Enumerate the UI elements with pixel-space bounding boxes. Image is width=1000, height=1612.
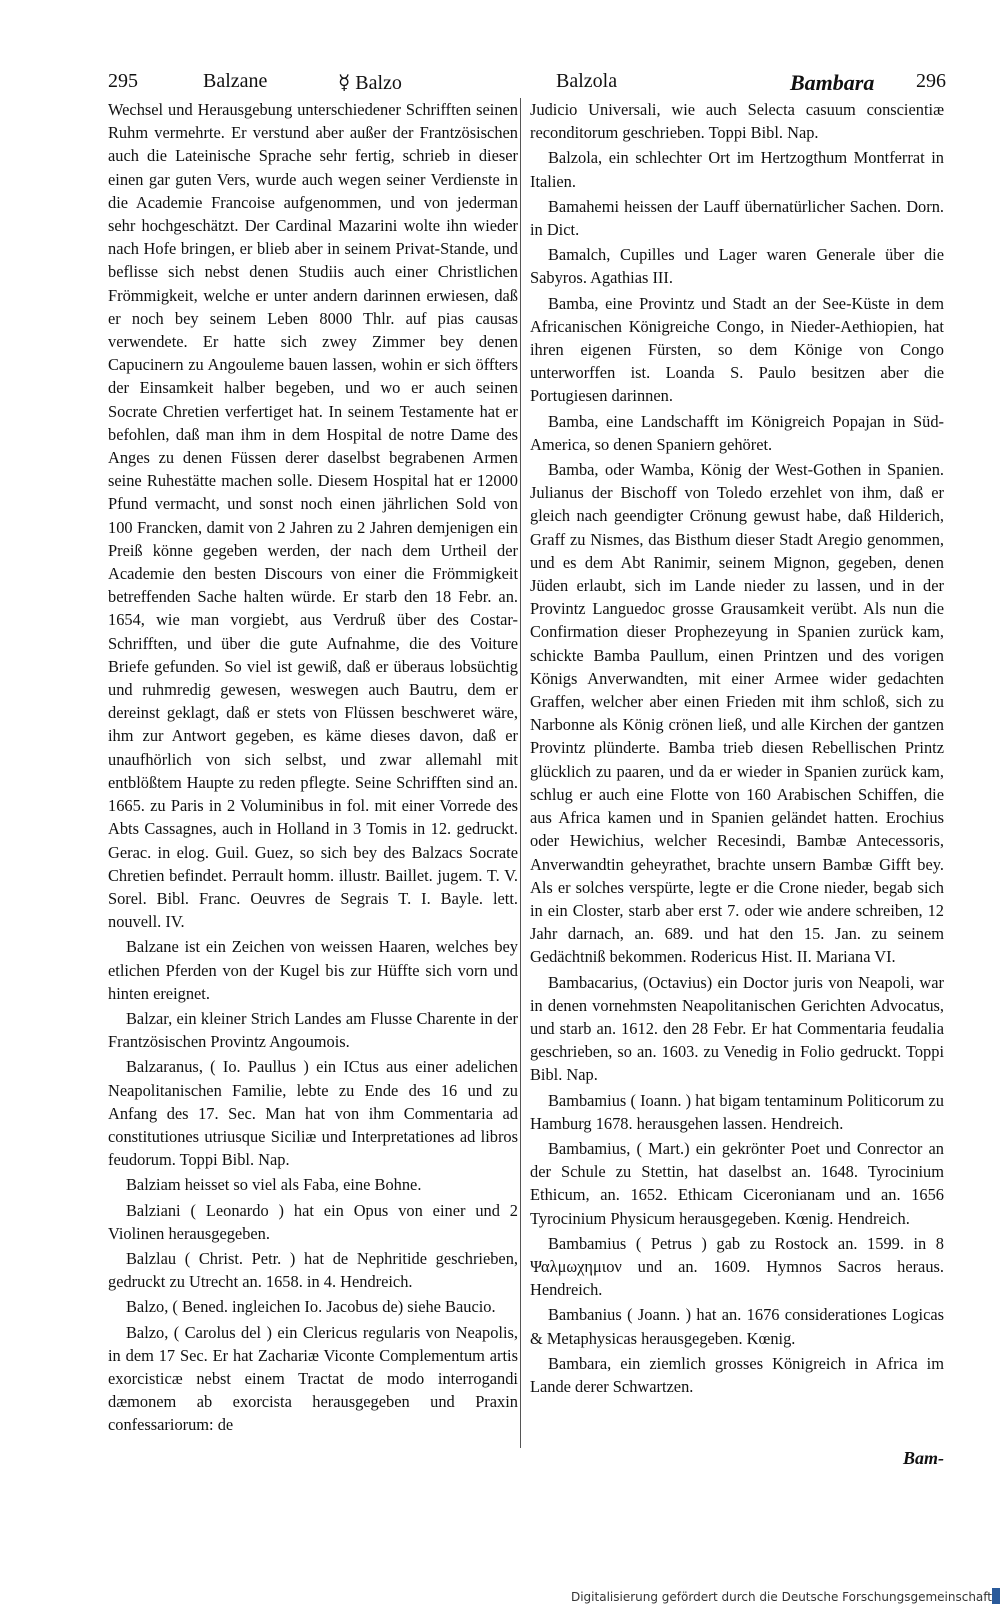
page-number-right: 296 [916,70,946,92]
entry-text: Bambara, ein ziemlich grosses Königreich in Africa im Lande derer Schwartzen. [530,1353,944,1396]
header-keyword-left: Balzane [203,70,268,92]
entry-text: Bambanius ( Joann. ) hat an. 1676 considerationes Logicas & Metaphysicas herausgegeben. Kœnig. [530,1305,944,1348]
catchword: Bam- [902,1448,944,1468]
entry-text: Bamba, eine Landschafft im Königreich Popajan in Süd-America, so denen Spaniern gehöret. [530,411,944,454]
entry-text: Balzar, ein kleiner Strich Landes am Flusse Charente in der Frantzösischen Provintz Angoumois. [108,1008,518,1052]
entry-text: Balzola, ein schlechter Ort im Hertzogthum Montferrat in Italien. [530,148,944,191]
entry-text: Bambacarius, (Octavius) ein Doctor juris von Neapoli, war in denen vornehmsten Neapolitanischen Gerichten Advocatus, und starb an. 1612. den 28 Febr. Er hat Commentaria feudalia geschrieben, so an. 1603. zu Venedig in Folio gedruckt. Toppi Bibl. Nap. [530,972,944,1085]
entry-text: Bambamius ( Ioann. ) hat bigam tentaminum Politicorum zu Hamburg 1678. herausgehen lassen. Hendreich. [530,1090,944,1133]
entry-text: Balzane ist ein Zeichen von weissen Haaren, welches bey etlichen Pferden von der Kugel bis zur Hüffte sich vorn und hinten ereignet. [108,937,518,1003]
entry-text: Bamba, oder Wamba, König der West-Gothen in Spanien. Julianus der Bischoff von Toledo erzehlet von ihm, daß er gleich nach geendigter Crönung gewust habe, daß Hilderich, Graff zu Nismes, das Bisthum dieser Stadt Aregio genommen, und es dem Abt Ranimir, seinem Mignon, gegeben, denen Jüden erlaubt, sich im Lande nieder zu lassen, und in der Provintz Languedoc grosse Grausamkeit verübt. Als nun die Confirmation dieser Prophezeyung in Spanien zurück kam, schickte Bamba Paullum, einen Printzen und des vorigen Königs Anverwandten, mit einer Armee wider gedachten Graffen, welcher aber einen Frieden mit ihm schloß, sich zu Narbonne als König crönen ließ, und alle Kirchen der gantzen Provintz plünderte. Bamba trieb diesen Rebellischen Printz glücklich zu paaren, und da er wieder in Spanien zurück kam, schlug er auch eine Flotte von 160 Arabischen Schiffen, die aus Africa kamen und in Spanien geländet hatten. Erochius oder Hewichius, welcher Recesindi, Bambæ Antecessoris, Anverwandtin geheyrathet, brachte unsern Bambæ Gifft bey. Als er solches verspürte, legte er die Crone nieder, begab sich in ein Closter, starb aber erst 7. oder wie andere schreiben, 12 Jahr darnach, an. 689. und hat den 15. Jan. zu seinem Gedächtniß bekommen. Rodericus Hist. II. Mariana VI. [530,460,944,967]
entry-text: Balzlau ( Christ. Petr. ) hat de Nephritide geschrieben, gedruckt zu Utrecht an. 1658. in 4. Hendreich. [108,1248,518,1292]
digitization-footer: Digitalisierung gefördert durch die Deutsche Forschungsgemeinschaft [570,1590,992,1604]
entry-text: Judicio Universali, wie auch Selecta casuum conscientiæ reconditorum geschrieben. Toppi Bibl. Nap. [530,100,944,143]
header-keyword-center: Balzola [556,70,618,92]
entry-text: Bambamius ( Petrus ) gab zu Rostock an. 1599. in 8 Ψαλμωχημιον und an. 1609. Hymnos Sacros heraus. Hendreich. [530,1233,944,1300]
dfg-logo-icon [992,1588,1000,1604]
header-keyword-right: Bambara [790,70,875,95]
column-divider [520,98,521,1448]
entry-text: Wechsel und Herausgebung unterschiedener Schrifften seinen Ruhm vermehrte. Er verstund aber außer der Frantzösischen auch die Lateinische Sprache sehr fertig, schrieb in dieser einen gar guten Vers, wurde auch wegen seiner Verdienste in die Academie Francoise aufgenommen, und von jederman sehr hochgeschätzt. Der Cardinal Mazarini wolte ihn wieder nach Hofe bringen, er blieb aber in seinem Privat-Stande, und beflisse sich nebst denen Studiis auch einer Christlichen Frömmigkeit, welche er unter andern darinnen erwiesen, daß er noch bey seinem Leben 8000 Thlr. auf pias causas verwendete. Er hatte sich zwey Zimmer bey denen Capucinern zu Angouleme bauen lassen, wohin er sich öffters der Einsamkeit halber begeben, und wo er auch seinen Socrate Chretien verfertiget hat. In seinem Testamente hat er befohlen, daß man ihm in dem Hospital de notre Dame des Anges zu denen Füssen derer daselbst begrabenen Armen seine Ruhestätte machen solle. Diesem Hospital hat er 12000 Pfund vermacht, und sonst noch einen jährlichen Sold von 100 Francken, damit von 2 Jahren zu 2 Jahren demjenigen ein Preiß könne gegeben werden, der nach dem Urtheil der Academie den besten Discours von einer die Frömmigkeit betreffenden Sache halten würde. Er starb den 18 Febr. an. 1654, wie man vorgiebt, aus Verdruß über des Costar-Schrifften, und über die gute Aufnahme, die des Voiture Briefe gefunden. So viel ist gewiß, daß er überaus lobsüchtig und ruhmredig gewesen, weswegen auch Bautru, dem er dereinst geklagt, daß er stets von Flüssen beschweret wäre, ihm zur Antwort gegeben, es käme dieses davon, daß er unaufhörlich von sich selbst, und zwar allemahl mit entblößtem Haupte zu reden pflegte. Seine Schrifften sind an. 1665. zu Paris in 2 Voluminibus in fol. mit einer Vorrede des Abts Cassagnes, auch in Holland in 3 Tomis in 12. gedruckt. Gerac. in elog. Guil. Guez, so sich bey des Balzacs Socrate Chretien befindet. Perrault homm. illustr. Baillet. jugem. T. V. Sorel. Bibl. Franc. Oeuvres de Segrais T. I. Bayle. lett. nouvell. IV. [108,100,518,932]
entry-text: Balzo, ( Carolus del ) ein Clericus regularis von Neapolis, in dem 17 Sec. Er hat Zachariæ Viconte Complementum artis exorcisticæ nebst einem Tractat de modo interrogandi dæmonem ab exorcista herausgegeben und Praxin confessariorum: de [108,1322,518,1435]
entry-text: Bambamius, ( Mart.) ein gekrönter Poet und Conrector an der Schule zu Stettin, hat daselbst an. 1648. Tyrocinium Ethicum, an. 1652. Ethicam Ciceronianam und an. 1656 Tyrocinium Physicum herausgegeben. Kœnig. Hendreich. [530,1138,944,1228]
entry-text: Bamahemi heissen der Lauff übernatürlicher Sachen. Dorn. in Dict. [530,196,944,240]
entry-text: Balziam heisset so viel als Faba, eine Bohne. [126,1175,422,1195]
entry-text: Bamba, eine Provintz und Stadt an der See-Küste in dem Africanischen Königreiche Congo, in Nieder-Aethiopien, hat ihren eigenen Fürsten, so dem Könige von Congo unterworffen ist. Loanda S. Paulo besitzen aber die Portugiesen darinnen. [530,293,944,406]
entry-text: Balzo, ( Bened. ingleichen Io. Jacobus de) siehe Baucio. [126,1297,496,1317]
header-keyword-mark: ☿ Balzo [338,72,402,94]
entry-text: Balzaranus, ( Io. Paullus ) ein ICtus aus einer adelichen Neapolitanischen Familie, lebte zu Ende des 16 und zu Anfang des 17. Sec. Man hat von ihm Commentaria ad constitutiones utriusque Siciliæ und Interpretationes ad libros feudorum. Toppi Bibl. Nap. [108,1057,518,1170]
right-column [530,98,944,1398]
running-header [108,66,946,96]
page-number-left: 295 [108,70,138,92]
entry-text: Bamalch, Cupilles und Lager waren Generale über die Sabyros. Agathias III. [530,245,944,288]
entry-text: Balziani ( Leonardo ) hat ein Opus von einer und 2 Violinen herausgegeben. [108,1200,518,1243]
left-column [108,98,518,1437]
